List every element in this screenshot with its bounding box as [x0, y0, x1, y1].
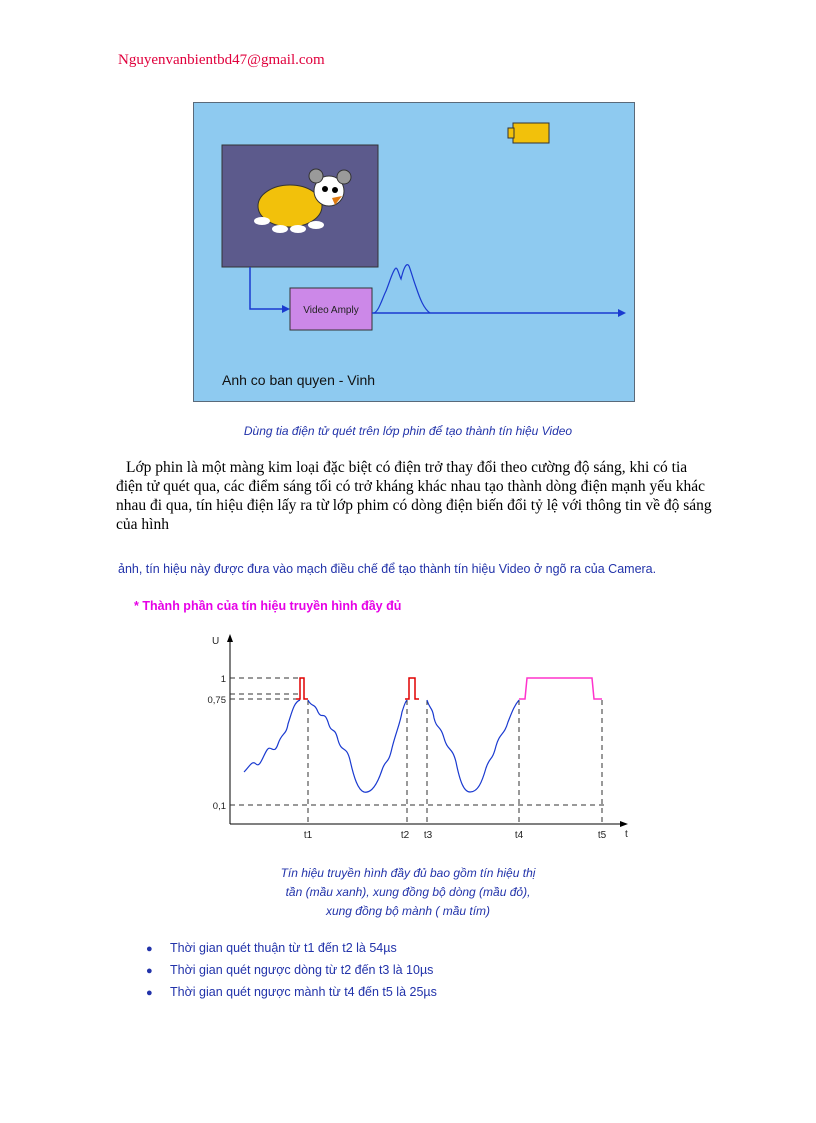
video-signal-series — [244, 700, 519, 792]
x-tick-t3: t3 — [423, 830, 433, 841]
list-item-text: Thời gian quét ngược mành từ t4 đến t5 là 25µs — [170, 985, 437, 999]
chart-caption-line: xung đồng bộ mành ( mầu tím) — [325, 904, 491, 918]
section-heading: * Thành phần của tín hiệu truyền hình đầy đủ — [134, 599, 402, 613]
bullet-icon: ● — [146, 987, 153, 999]
figure1-caption: Dùng tia điện tử quét trên lớp phin để tạo thành tín hiệu Video — [243, 424, 573, 438]
chart-caption — [0, 864, 816, 921]
input-arrow — [250, 267, 286, 309]
x-tick-t2: t2 — [400, 830, 410, 841]
amplifier-label: Video Amply — [303, 305, 359, 316]
bullet-icon: ● — [146, 943, 153, 955]
copyright-text: Anh co ban quyen - Vinh — [222, 372, 376, 388]
timing-list — [146, 937, 437, 1003]
body-paragraph-continued: ảnh, tín hiệu này được đưa vào mạch điều chế để tạo thành tín hiệu Video ở ngõ ra của Camera. — [118, 562, 657, 576]
body-paragraph: Lớp phin là một màng kim loại đặc biệt có điện trở thay đổi theo cường độ sáng, khi có tia điện tử quét qua, các điểm sáng tối có trở kháng khác nhau tạo thành dòng điện mạnh yếu khác nhau đi qua, tín hiệu điện lấy ra từ lớp phim có dòng điện biến đổi tỷ lệ với thông tin về độ sáng của hình — [116, 459, 712, 533]
line-sync-series — [296, 678, 419, 699]
list-item — [146, 937, 437, 959]
frame-sync-series — [519, 678, 602, 699]
tv-signal-chart — [200, 632, 640, 846]
bullet-icon: ● — [146, 965, 153, 977]
camera-tube-figure — [193, 102, 635, 402]
battery-icon — [508, 123, 549, 143]
list-item — [146, 981, 437, 1003]
video-signal-wave — [374, 265, 430, 313]
y-tick-01: 0,1 — [212, 801, 226, 812]
list-item — [146, 959, 437, 981]
x-axis-label: t — [625, 829, 628, 840]
y-tick-1: 1 — [220, 674, 226, 685]
author-email: Nguyenvanbientbd47@gmail.com — [118, 52, 325, 68]
y-tick-075: 0,75 — [207, 695, 226, 706]
y-axis-label: U — [212, 636, 220, 647]
camera-tube-diagram — [194, 103, 634, 401]
chart-caption-line: Tín hiệu truyền hình đầy đủ bao gồm tín hiệu thị — [280, 866, 536, 880]
dashed-guides — [230, 678, 604, 824]
x-tick-t1: t1 — [303, 830, 313, 841]
x-tick-t5: t5 — [597, 830, 607, 841]
list-item-text: Thời gian quét thuận từ t1 đến t2 là 54µs — [170, 941, 397, 955]
x-tick-t4: t4 — [514, 830, 524, 841]
chart-caption-line: tần (mầu xanh), xung đồng bộ dòng (mầu đỏ), — [285, 885, 531, 899]
list-item-text: Thời gian quét ngược dòng từ t2 đến t3 là 10µs — [170, 963, 434, 977]
